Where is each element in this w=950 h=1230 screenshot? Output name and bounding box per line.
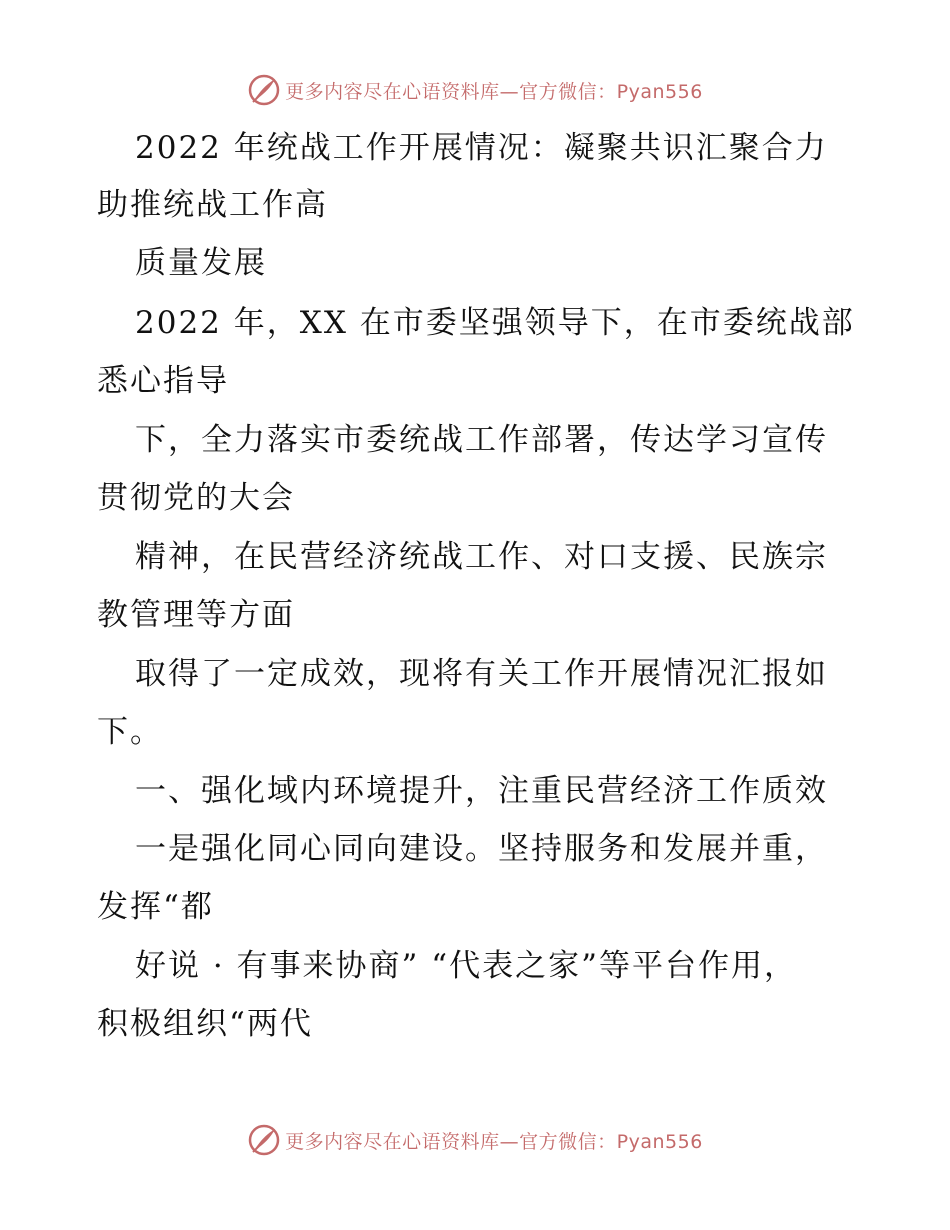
paragraph-line: 取得了一定成效，现将有关工作开展情况汇报如 [135, 656, 828, 692]
paragraph-line: 精神，在民营经济统战工作、对口支援、民族宗 [135, 539, 828, 575]
paragraph-line: 悉心指导 [97, 363, 229, 399]
paragraph-line: 一是强化同心同向建设。坚持服务和发展并重， [135, 831, 828, 867]
paragraph-line: 发挥“都 [97, 889, 214, 925]
watermark-footer [0, 1120, 950, 1160]
paragraph-line: 下，全力落实市委统战工作部署，传达学习宣传 [135, 422, 828, 458]
paragraph-line: 好说 · 有事来协商” “代表之家”等平台作用， [135, 948, 797, 984]
watermark-text: 更多内容尽在心语资料库—官方微信：Pyan556 [285, 80, 703, 103]
quill-pen-logo-icon [247, 1123, 281, 1157]
document-title-line-2: 助推统战工作高 [97, 187, 328, 223]
paragraph-line: 积极组织“两代 [97, 1006, 313, 1042]
paragraph-line: 教管理等方面 [97, 597, 295, 633]
paragraph-line: 2022 年，XX 在市委坚强领导下，在市委统战部 [135, 305, 855, 341]
paragraph-line: 贯彻党的大会 [97, 480, 295, 516]
document-title-line-1: 2022 年统战工作开展情况：凝聚共识汇聚合力 [135, 130, 828, 166]
watermark-text: 更多内容尽在心语资料库—官方微信：Pyan556 [285, 1130, 703, 1153]
paragraph-line: 下。 [97, 714, 163, 750]
document-title-line-3: 质量发展 [135, 245, 267, 281]
section-heading: 一、强化域内环境提升，注重民营经济工作质效 [135, 773, 828, 809]
